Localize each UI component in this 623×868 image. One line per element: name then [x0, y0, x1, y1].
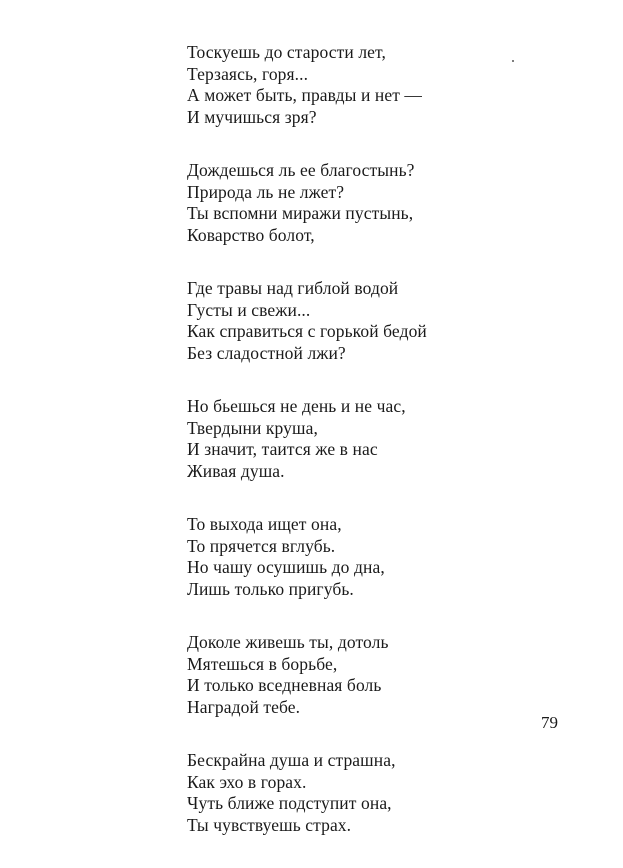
poem-line: Без сладостной лжи?: [187, 342, 346, 363]
stanza-5: [187, 514, 487, 600]
poem-line: И мучишься зря?: [187, 106, 317, 127]
poem-line: А может быть, правды и нет —: [187, 85, 423, 105]
poem-line: Густы и свежи...: [187, 299, 311, 320]
poem-line: Твердыни круша,: [187, 417, 318, 438]
poem-line: То прячется вглубь.: [187, 535, 336, 556]
print-speck: [512, 60, 514, 62]
poem-line: Как справиться с горькой бедой: [187, 321, 427, 341]
poem-line: Ты вспомни миражи пустынь,: [187, 203, 414, 223]
stanza-6: [187, 632, 487, 718]
poem-line: Как эхо в горах.: [187, 771, 307, 792]
poem-line: Доколе живешь ты, дотоль: [187, 632, 389, 652]
poem-line: Природа ль не лжет?: [187, 181, 345, 202]
poem-line: Но бьешься не день и не час,: [187, 396, 406, 416]
stanza-3: [187, 278, 487, 364]
poem-line: Мятешься в борьбе,: [187, 653, 338, 674]
stanza-2: [187, 160, 487, 246]
poem: [187, 42, 487, 868]
stanza-1: [187, 42, 487, 128]
poem-line: Чуть ближе подступит она,: [187, 793, 392, 813]
poem-line: Ты чувствуешь страх.: [187, 814, 352, 835]
poem-line: Дождешься ль ее благостынь?: [187, 160, 415, 180]
poem-line: Лишь только пригубь.: [187, 578, 354, 599]
page-number: 79: [541, 713, 558, 732]
poem-line: И значит, таится же в нас: [187, 439, 378, 459]
stanza-7: [187, 750, 487, 836]
poem-line: Терзаясь, горя...: [187, 63, 309, 84]
poem-line: Наградой тебе.: [187, 696, 301, 717]
poem-line: Тоскуешь до старости лет,: [187, 42, 386, 62]
poem-line: И только вседневная боль: [187, 675, 382, 695]
poem-line: Но чашу осушишь до дна,: [187, 557, 385, 577]
poem-line: То выхода ищет она,: [187, 514, 342, 534]
poem-line: Живая душа.: [187, 460, 285, 481]
poem-line: Коварство болот,: [187, 224, 315, 245]
poem-line: Где травы над гиблой водой: [187, 278, 399, 298]
poem-line: Бескрайна душа и страшна,: [187, 750, 396, 770]
stanza-4: [187, 396, 487, 482]
